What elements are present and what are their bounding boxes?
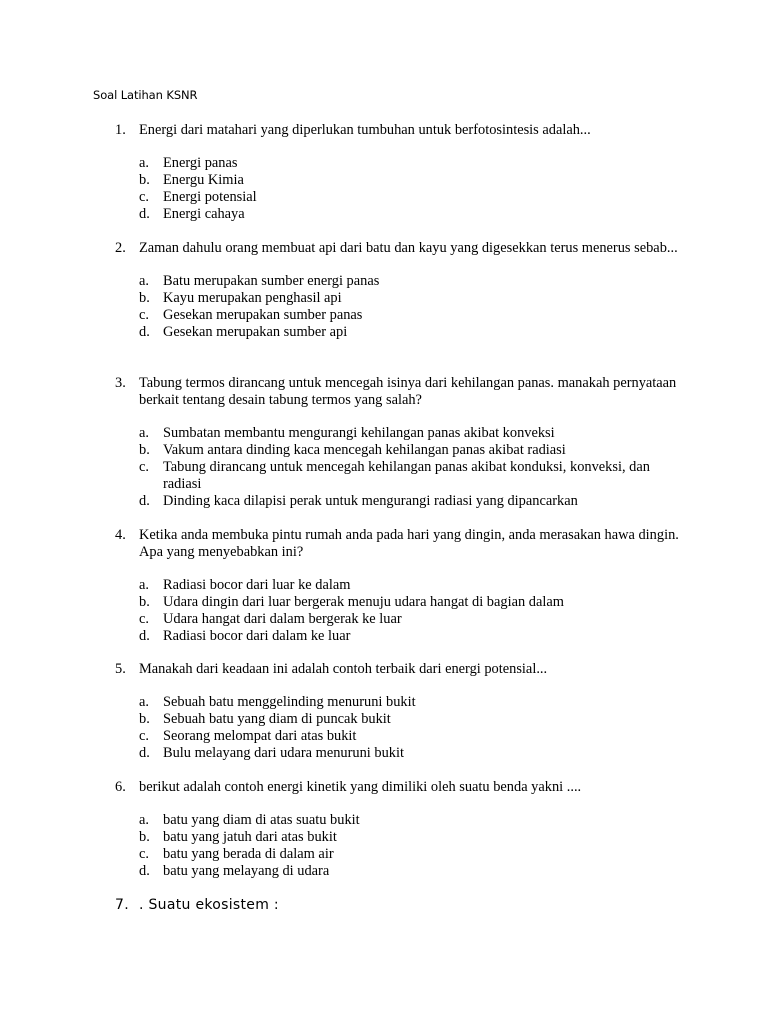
option-c <box>139 728 685 745</box>
option-list <box>115 273 685 341</box>
option-b <box>139 594 685 611</box>
option-letter: d. <box>139 493 150 509</box>
option-a <box>139 694 685 711</box>
option-text: Batu merupakan sumber energi panas <box>163 273 380 289</box>
option-letter: d. <box>139 324 150 340</box>
option-letter: b. <box>139 442 150 458</box>
option-b <box>139 442 685 459</box>
question-4 <box>115 527 685 645</box>
option-c <box>139 459 685 493</box>
question-number: 3. <box>115 375 126 391</box>
option-b <box>139 829 685 846</box>
option-c <box>139 846 685 863</box>
option-a <box>139 812 685 829</box>
option-c <box>139 189 685 206</box>
question-2 <box>115 240 685 341</box>
question-number: 7. <box>115 897 129 913</box>
question-number: 4. <box>115 527 126 543</box>
option-letter: b. <box>139 594 150 610</box>
question-1 <box>115 122 685 223</box>
option-text: Sebuah batu menggelinding menuruni bukit <box>163 694 416 710</box>
option-text: Seorang melompat dari atas bukit <box>163 728 357 744</box>
option-c <box>139 611 685 628</box>
option-d <box>139 628 685 645</box>
option-list <box>115 694 685 762</box>
option-letter: c. <box>139 189 149 205</box>
option-letter: d. <box>139 206 150 222</box>
option-text: Dinding kaca dilapisi perak untuk mengurangi radiasi yang dipancarkan <box>163 493 578 509</box>
option-text: Tabung dirancang untuk mencegah kehilangan panas akibat konduksi, konveksi, dan radiasi <box>163 459 650 492</box>
option-d <box>139 206 685 223</box>
option-letter: c. <box>139 846 149 862</box>
option-text: Energi panas <box>163 155 238 171</box>
option-text: Energu Kimia <box>163 172 244 188</box>
question-5 <box>115 661 685 762</box>
option-a <box>139 155 685 172</box>
option-text: Sebuah batu yang diam di puncak bukit <box>163 711 391 727</box>
option-list <box>115 812 685 880</box>
option-text: Gesekan merupakan sumber api <box>163 324 348 340</box>
option-text: Udara hangat dari dalam bergerak ke luar <box>163 611 402 627</box>
question-text: Zaman dahulu orang membuat api dari batu dan kayu yang digesekkan terus menerus sebab... <box>139 240 678 256</box>
question-text: Energi dari matahari yang diperlukan tumbuhan untuk berfotosintesis adalah... <box>139 122 591 138</box>
option-letter: a. <box>139 273 149 289</box>
option-letter: b. <box>139 290 150 306</box>
page-title: Soal Latihan KSNR <box>93 88 198 102</box>
option-c <box>139 307 685 324</box>
option-text: batu yang berada di dalam air <box>163 846 334 862</box>
option-text: Sumbatan membantu mengurangi kehilangan panas akibat konveksi <box>163 425 555 441</box>
option-b <box>139 172 685 189</box>
option-text: Vakum antara dinding kaca mencegah kehilangan panas akibat radiasi <box>163 442 566 458</box>
option-list <box>115 155 685 223</box>
option-b <box>139 711 685 728</box>
option-d <box>139 863 685 880</box>
option-text: Kayu merupakan penghasil api <box>163 290 342 306</box>
question-7 <box>115 897 685 914</box>
option-letter: a. <box>139 577 149 593</box>
question-3 <box>115 375 685 510</box>
option-letter: a. <box>139 155 149 171</box>
option-text: Energi potensial <box>163 189 257 205</box>
option-text: Radiasi bocor dari luar ke dalam <box>163 577 351 593</box>
option-letter: a. <box>139 812 149 828</box>
option-text: Radiasi bocor dari dalam ke luar <box>163 628 351 644</box>
option-text: batu yang jatuh dari atas bukit <box>163 829 337 845</box>
option-letter: d. <box>139 628 150 644</box>
question-text: Ketika anda membuka pintu rumah anda pada hari yang dingin, anda merasakan hawa dingin. Apa yang menyebabkan ini? <box>139 527 679 560</box>
question-text: Manakah dari keadaan ini adalah contoh terbaik dari energi potensial... <box>139 661 548 677</box>
option-letter: a. <box>139 694 149 710</box>
option-letter: d. <box>139 863 150 879</box>
question-number: 6. <box>115 779 126 795</box>
option-a <box>139 425 685 442</box>
question-number: 1. <box>115 122 126 138</box>
option-d <box>139 745 685 762</box>
option-text: Energi cahaya <box>163 206 245 222</box>
question-number: 5. <box>115 661 126 677</box>
option-letter: d. <box>139 745 150 761</box>
option-list <box>115 577 685 645</box>
option-letter: b. <box>139 172 150 188</box>
option-a <box>139 577 685 594</box>
option-letter: a. <box>139 425 149 441</box>
option-letter: c. <box>139 728 149 744</box>
option-letter: c. <box>139 611 149 627</box>
option-letter: c. <box>139 307 149 323</box>
option-d <box>139 493 685 510</box>
option-d <box>139 324 685 341</box>
question-text: berikut adalah contoh energi kinetik yang dimiliki oleh suatu benda yakni .... <box>139 779 582 795</box>
option-text: Gesekan merupakan sumber panas <box>163 307 363 323</box>
option-text: Udara dingin dari luar bergerak menuju udara hangat di bagian dalam <box>163 594 564 610</box>
option-text: batu yang melayang di udara <box>163 863 330 879</box>
question-text: Tabung termos dirancang untuk mencegah isinya dari kehilangan panas. manakah pernyataan berkait tentang desain tabung termos yang salah? <box>139 375 677 408</box>
option-text: batu yang diam di atas suatu bukit <box>163 812 360 828</box>
option-text: Bulu melayang dari udara menuruni bukit <box>163 745 404 761</box>
option-a <box>139 273 685 290</box>
option-letter: b. <box>139 829 150 845</box>
question-6 <box>115 779 685 880</box>
option-letter: c. <box>139 459 149 475</box>
option-letter: b. <box>139 711 150 727</box>
question-number: 2. <box>115 240 126 256</box>
option-b <box>139 290 685 307</box>
option-list <box>115 425 685 510</box>
question-text: . Suatu ekosistem : <box>139 897 279 913</box>
